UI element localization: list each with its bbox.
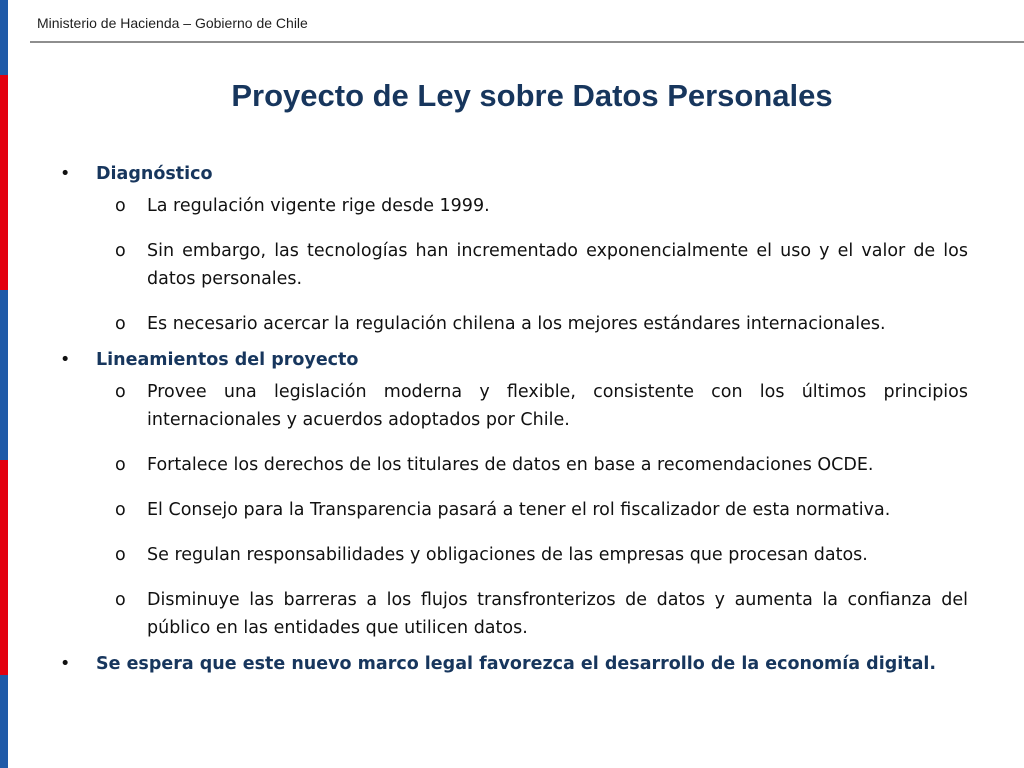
sub-bullet-mark: o	[115, 545, 126, 565]
list-item	[96, 586, 968, 642]
list-item	[96, 192, 968, 220]
sub-list	[60, 378, 968, 642]
list-item	[96, 237, 968, 293]
list-item-text: El Consejo para la Transparencia pasará a tener el rol fiscalizador de esta normativa.	[147, 500, 891, 520]
list-item-text: Se regulan responsabilidades y obligaciones de las empresas que procesan datos.	[147, 545, 868, 565]
bullet-mark: •	[60, 654, 71, 674]
left-accent-bar-blue	[0, 0, 8, 75]
sub-bullet-mark: o	[115, 455, 126, 475]
list-item	[96, 451, 968, 479]
list-item-text: Es necesario acercar la regulación chilena a los mejores estándares internacionales.	[147, 314, 886, 334]
list-item	[96, 378, 968, 434]
slide-content	[60, 160, 968, 678]
sub-bullet-mark: o	[115, 590, 126, 610]
page-title: Proyecto de Ley sobre Datos Personales	[231, 78, 833, 113]
left-accent-bar-blue	[0, 675, 8, 768]
sub-list	[60, 192, 968, 338]
list-item-text: Disminuye las barreras a los flujos transfronterizos de datos y aumenta la confianza del público en las entidades que utilicen datos.	[147, 590, 968, 638]
sub-bullet-mark: o	[115, 241, 126, 261]
left-accent-bar-blue	[0, 290, 8, 460]
left-accent-bar-red	[0, 460, 8, 675]
bullet-lineamientos	[60, 346, 968, 374]
list-item-text: Provee una legislación moderna y flexible, consistente con los últimos principios internacionales y acuerdos adoptados por Chile.	[147, 382, 968, 430]
bullet-conclusion	[60, 650, 968, 678]
list-item	[96, 541, 968, 569]
list-item-text: La regulación vigente rige desde 1999.	[147, 196, 490, 216]
list-item	[96, 310, 968, 338]
sub-bullet-mark: o	[115, 382, 126, 402]
conclusion-text: Se espera que este nuevo marco legal favorezca el desarrollo de la economía digital.	[96, 654, 937, 674]
list-item-text: Sin embargo, las tecnologías han incrementado exponencialmente el uso y el valor de los datos personales.	[147, 241, 968, 289]
bullet-diagnostico	[60, 160, 968, 188]
sub-bullet-mark: o	[115, 314, 126, 334]
section-heading: Diagnóstico	[96, 164, 213, 184]
list-item-text: Fortalece los derechos de los titulares de datos en base a recomendaciones OCDE.	[147, 455, 874, 475]
header-organization: Ministerio de Hacienda – Gobierno de Chile	[37, 15, 308, 31]
bullet-mark: •	[60, 350, 71, 370]
section-heading: Lineamientos del proyecto	[96, 350, 359, 370]
sub-bullet-mark: o	[115, 500, 126, 520]
sub-bullet-mark: o	[115, 196, 126, 216]
header-divider	[30, 41, 1024, 43]
bullet-mark: •	[60, 164, 71, 184]
list-item	[96, 496, 968, 524]
